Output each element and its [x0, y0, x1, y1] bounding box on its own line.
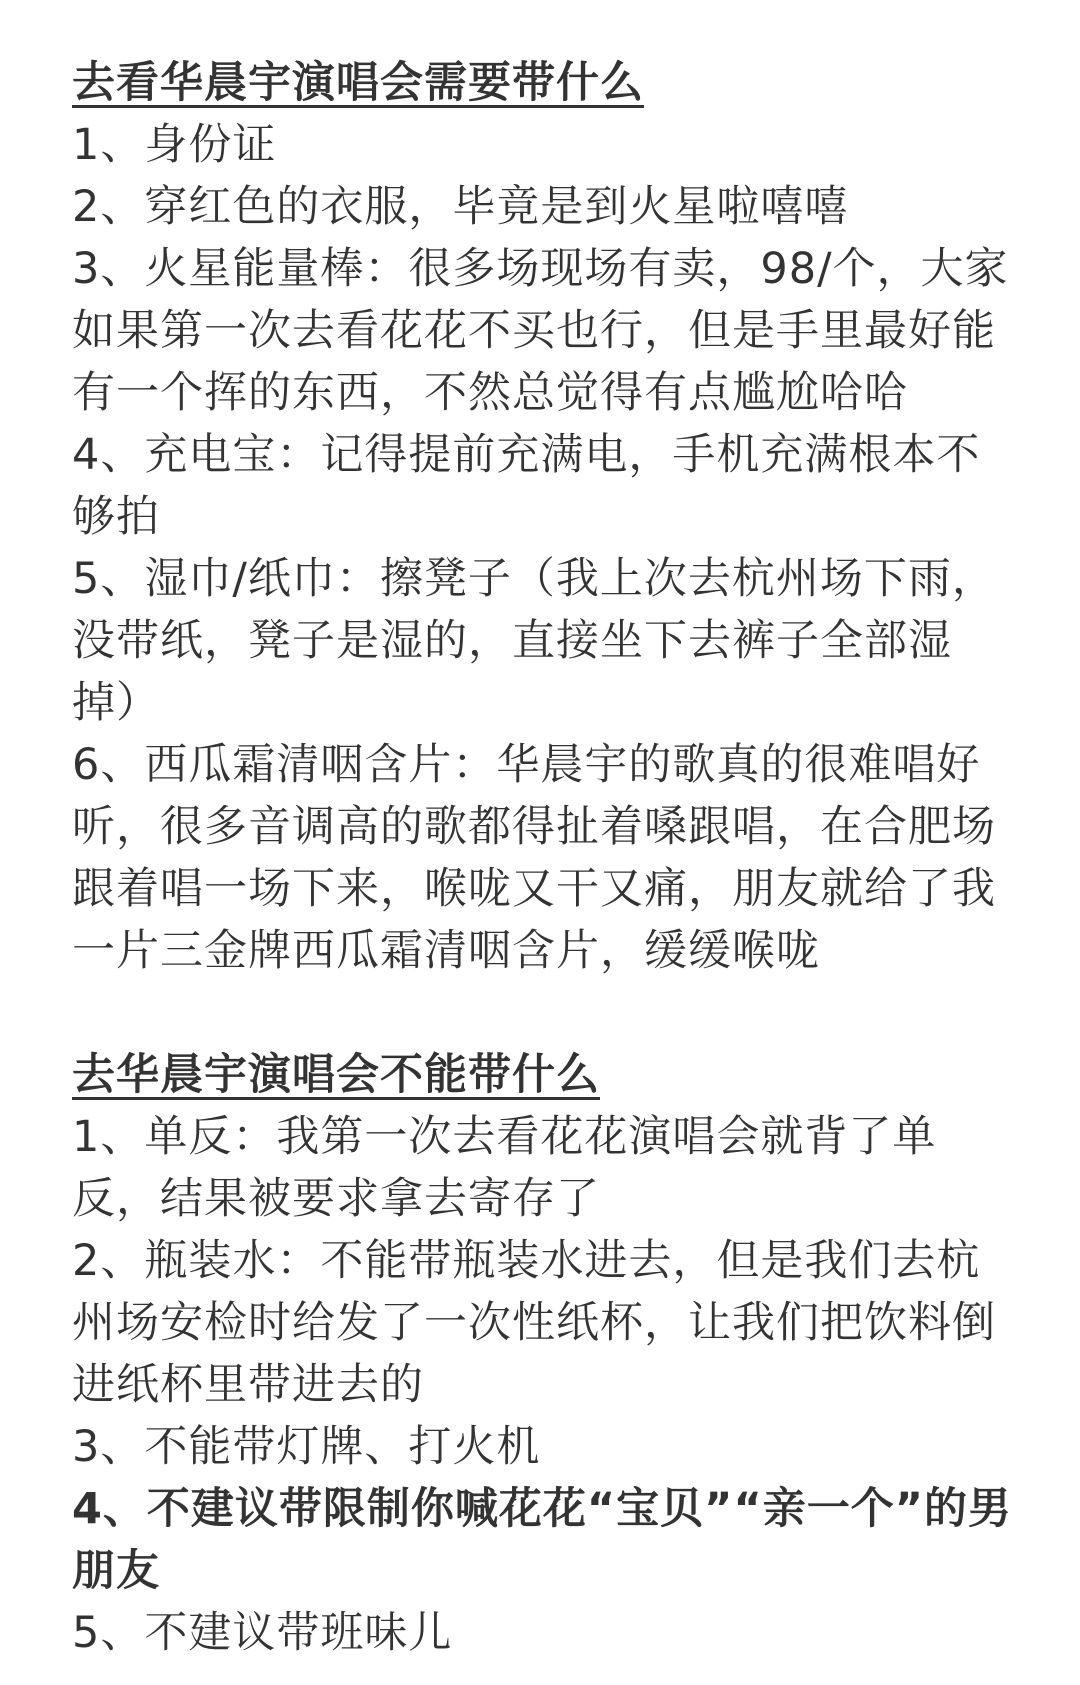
not-bring-item-1: 1、单反：我第一次去看花花演唱会就背了单反，结果被要求拿去寄存了: [72, 1112, 937, 1224]
bring-item-2: 2、穿红色的衣服，毕竟是到火星啦嘻嘻: [72, 182, 849, 232]
section-title-what-to-bring: 去看华晨宇演唱会需要带什么: [72, 58, 644, 108]
section-spacer: [72, 982, 1012, 1044]
not-bring-item-4: 4、不建议带限制你喊花花“宝贝”“亲一个”的男朋友: [72, 1484, 1012, 1596]
not-bring-item-2: 2、瓶装水：不能带瓶装水进去，但是我们去杭州场安检时给发了一次性纸杯，让我们把饮料倒进纸杯里带进去的: [72, 1236, 996, 1410]
bring-item-3: 3、火星能量棒：很多场现场有卖，98/个，大家如果第一次去看花花不买也行，但是手里最好能有一个挥的东西，不然总觉得有点尴尬哈哈: [72, 244, 1009, 418]
bring-item-4: 4、充电宝：记得提前充满电，手机充满根本不够拍: [72, 430, 981, 542]
section-title-what-not-to-bring: 去华晨宇演唱会不能带什么: [72, 1050, 600, 1100]
article-body: [72, 52, 1012, 1664]
not-bring-item-3: 3、不能带灯牌、打火机: [72, 1422, 541, 1472]
bring-item-6: 6、西瓜霜清咽含片：华晨宇的歌真的很难唱好听，很多音调高的歌都得扯着嗓跟唱，在合肥场跟着唱一场下来，喉咙又干又痛，朋友就给了我一片三金牌西瓜霜清咽含片，缓缓喉咙: [72, 740, 996, 976]
bring-item-5: 5、湿巾/纸巾：擦凳子（我上次去杭州场下雨，没带纸，凳子是湿的，直接坐下去裤子全部湿掉）: [72, 554, 996, 728]
not-bring-item-5: 5、不建议带班味儿: [72, 1608, 453, 1658]
bring-item-1: 1、身份证: [72, 120, 277, 170]
